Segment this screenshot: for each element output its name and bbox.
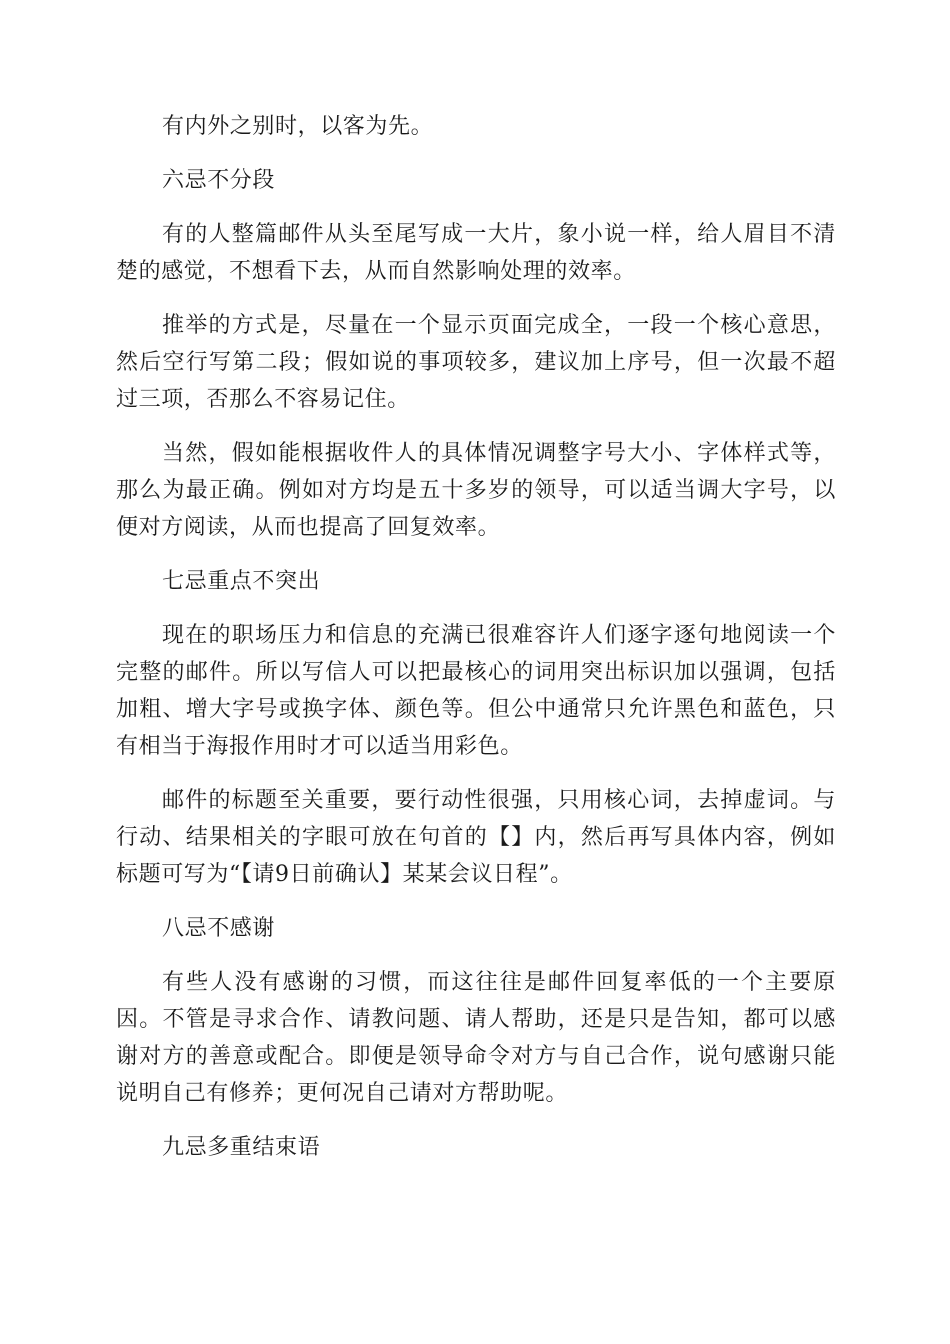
section-heading-9: 九忌多重结束语 (162, 1135, 321, 1160)
document-body (116, 108, 836, 1183)
paragraph-7-1: 现在的职场压力和信息的充满已很难容许人们逐字逐句地阅读一个完整的邮件。所以写信人可以把最核心的词用突出标识加以强调，包括加粗、增大字号或换字体、颜色等。但公中通常只允许黑色和蓝色，只有相当于海报作用时才可以适当用彩色。 (116, 623, 836, 759)
paragraph-7-2: 邮件的标题至关重要，要行动性很强，只用核心词，去掉虚词。与行动、结果相关的字眼可放在句首的【】内，然后再写具体内容，例如标题可写为“【请9日前确认】某某会议日程”。 (116, 788, 836, 887)
paragraph-6-1: 有的人整篇邮件从头至尾写成一大片，象小说一样，给人眉目不清楚的感觉，不想看下去，从而自然影响处理的效率。 (116, 222, 836, 284)
paragraph-intro-tail: 有内外之别时，以客为先。 (162, 114, 434, 139)
section-heading-8: 八忌不感谢 (162, 916, 276, 941)
paragraph-6-3: 当然，假如能根据收件人的具体情况调整字号大小、字体样式等，那么为最正确。例如对方均是五十多岁的领导，可以适当调大字号，以便对方阅读，从而也提高了回复效率。 (116, 441, 836, 540)
section-heading-7: 七忌重点不突出 (162, 569, 321, 594)
paragraph-8-1: 有些人没有感谢的习惯，而这往往是邮件回复率低的一个主要原因。不管是寻求合作、请教问题、请人帮助，还是只是告知，都可以感谢对方的善意或配合。即便是领导命令对方与自己合作，说句感谢只能说明自己有修养；更何况自己请对方帮助呢。 (116, 970, 836, 1106)
paragraph-6-2: 推举的方式是，尽量在一个显示页面完成全，一段一个核心意思，然后空行写第二段；假如说的事项较多，建议加上序号，但一次最不超过三项，否那么不容易记住。 (116, 313, 836, 412)
section-heading-6: 六忌不分段 (162, 168, 276, 193)
